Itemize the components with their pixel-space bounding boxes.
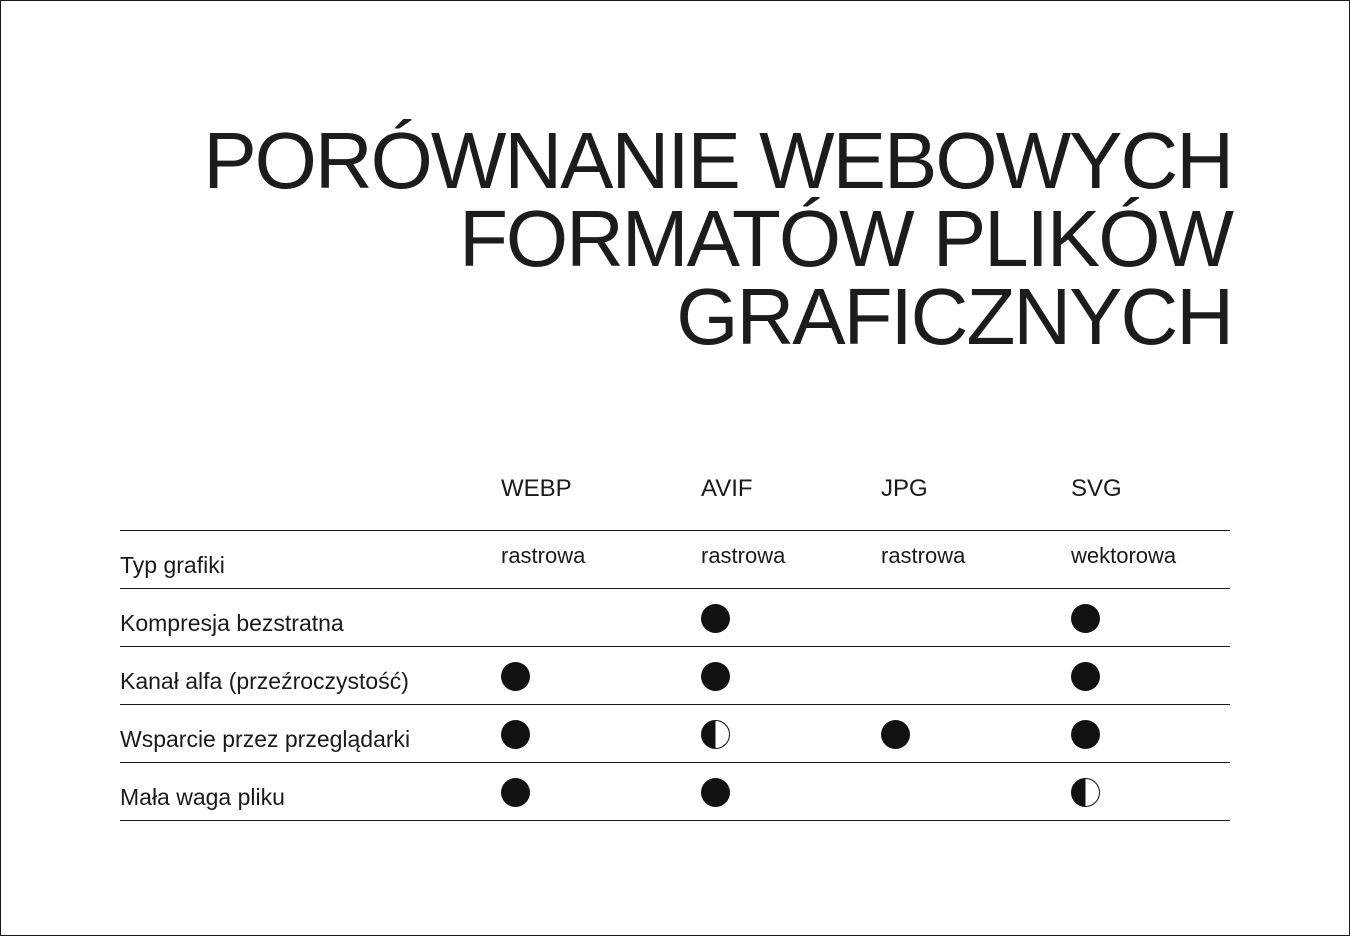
cell-value: rastrowa [501,543,586,568]
row-label: Mała waga pliku [120,784,285,810]
full-circle-icon [501,720,530,749]
cell-value: wektorowa [1071,543,1177,568]
full-circle-icon [1071,604,1100,633]
column-header-avif: AVIF [701,475,753,502]
row-label: Wsparcie przez przeglądarki [120,726,411,752]
table-row-kanal-alfa [120,647,1230,705]
table-row-kompresja-bezstratna [120,589,1230,647]
table-row-mala-waga-pliku [120,763,1230,821]
column-header-jpg: JPG [881,475,928,502]
page-title [132,116,1232,361]
full-circle-icon [1071,720,1100,749]
full-circle-icon [501,662,530,691]
table-row-typ-grafiki [120,531,1230,589]
title-line-3: GRAFICZNYCH [676,272,1232,361]
full-circle-icon [1071,662,1100,691]
full-circle-icon [881,720,910,749]
cell-value: rastrowa [701,543,786,568]
row-label: Kompresja bezstratna [120,610,344,636]
full-circle-icon [701,662,730,691]
row-label: Kanał alfa (przeźroczystość) [120,668,409,694]
table-row-wsparcie-przegladarki [120,705,1230,763]
full-circle-icon [701,778,730,807]
column-header-svg: SVG [1071,475,1122,502]
half-circle-icon [701,720,730,749]
full-circle-icon [701,604,730,633]
title-line-1: PORÓWNANIE WEBOWYCH [203,116,1232,205]
comparison-table [120,472,1230,821]
table-header-row [120,472,1230,531]
full-circle-icon [501,778,530,807]
half-circle-icon [1071,778,1100,807]
column-header-webp: WEBP [501,475,572,502]
title-line-2: FORMATÓW PLIKÓW [459,194,1232,283]
row-label: Typ grafiki [120,552,225,578]
cell-value: rastrowa [881,543,966,568]
